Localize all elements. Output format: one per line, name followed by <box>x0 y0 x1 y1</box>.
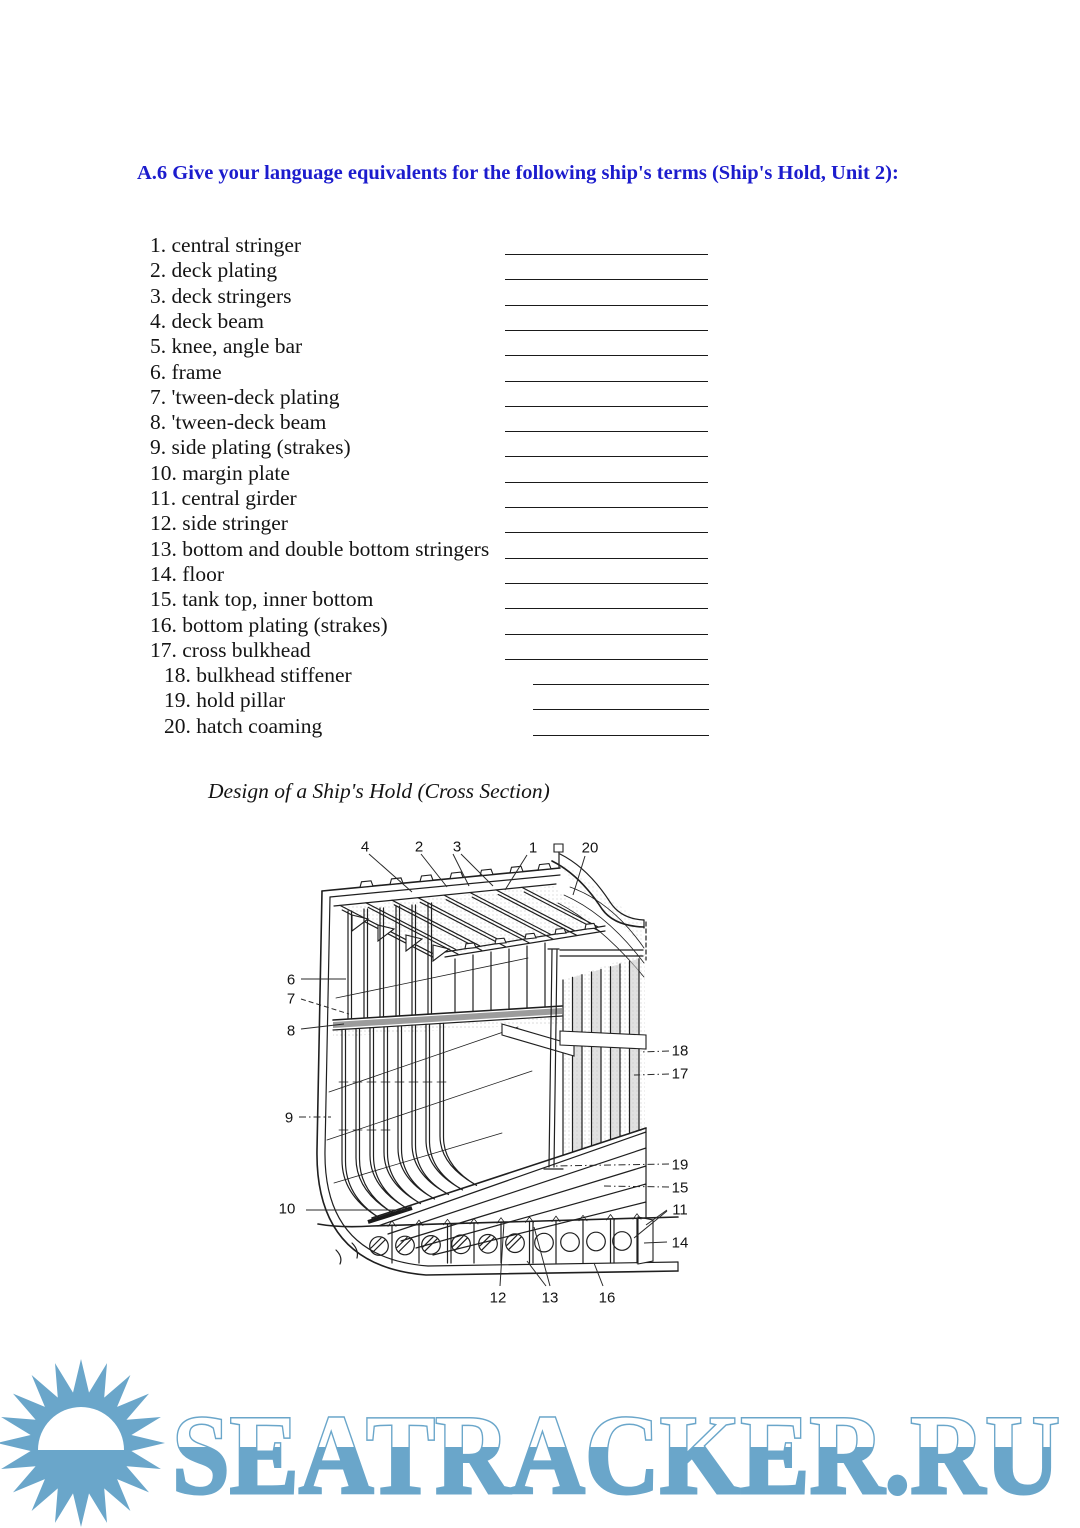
figure-label-8: 8 <box>286 1022 296 1040</box>
term-text: 16. bottom plating (strakes) <box>150 612 388 637</box>
figure-label-4: 4 <box>360 838 370 856</box>
term-text: 6. frame <box>150 359 222 384</box>
term-text: 7. 'tween-deck plating <box>150 384 340 409</box>
term-row <box>0 511 1080 536</box>
term-text: 3. deck stringers <box>150 283 292 308</box>
seatracker-sun-logo <box>0 1357 166 1527</box>
answer-blank <box>533 714 709 736</box>
answer-blank <box>505 233 708 255</box>
term-text: 15. tank top, inner bottom <box>150 587 374 612</box>
figure-label-3: 3 <box>452 838 462 856</box>
answer-blank <box>505 461 708 483</box>
term-text: 17. cross bulkhead <box>150 637 311 662</box>
answer-blank <box>505 435 708 457</box>
figure-label-11: 11 <box>672 1201 688 1219</box>
term-row <box>0 385 1080 410</box>
term-text: 9. side plating (strakes) <box>150 435 351 460</box>
term-row <box>0 613 1080 638</box>
figure-label-12: 12 <box>489 1289 507 1307</box>
term-row <box>0 714 1080 739</box>
answer-blank <box>533 663 709 685</box>
figure-label-9: 9 <box>284 1109 294 1127</box>
figure-leader-line <box>594 1263 603 1286</box>
answer-blank <box>533 688 709 710</box>
figure-label-20: 20 <box>581 839 599 857</box>
term-text: 10. margin plate <box>150 460 290 485</box>
term-text: 11. central girder <box>150 486 297 510</box>
figure-label-2: 2 <box>414 838 424 856</box>
term-row <box>0 410 1080 435</box>
term-row <box>0 537 1080 562</box>
answer-blank <box>505 385 708 407</box>
term-row <box>0 638 1080 663</box>
figure-label-7: 7 <box>286 990 296 1008</box>
answer-blank <box>505 360 708 382</box>
term-row <box>0 663 1080 688</box>
term-text: 18. bulkhead stiffener <box>164 663 352 688</box>
term-row <box>0 360 1080 385</box>
term-text: 14. floor <box>150 561 225 586</box>
figure-leader-line <box>453 854 469 886</box>
figure-label-10: 10 <box>278 1200 296 1218</box>
term-text: 5. knee, angle bar <box>150 334 303 359</box>
figure-label-1: 1 <box>528 839 538 857</box>
term-text: 1. central stringer <box>150 233 302 257</box>
seatracker-wordmark <box>170 1393 1065 1517</box>
term-row <box>0 562 1080 587</box>
figure-label-13: 13 <box>541 1289 559 1307</box>
ship-hold-diagram <box>260 830 720 1330</box>
answer-blank <box>505 638 708 660</box>
watermark-text: SEATRACKER.RU <box>172 1393 1060 1517</box>
term-row <box>0 233 1080 258</box>
term-text: 8. 'tween-deck beam <box>150 410 327 435</box>
figure-leader-line <box>554 1164 669 1166</box>
exercise-title: A.6 Give your language equivalents for the following ship's terms (Ship's Hold, Unit 2): <box>137 162 899 184</box>
figure-label-14: 14 <box>671 1234 689 1252</box>
figure-leader-line <box>301 999 349 1014</box>
answer-blank <box>505 562 708 584</box>
answer-blank <box>505 334 708 356</box>
term-text: 19. hold pillar <box>164 688 286 713</box>
term-row <box>0 334 1080 359</box>
term-text: 4. deck beam <box>150 308 265 333</box>
term-text: 13. bottom and double bottom stringers <box>150 536 490 561</box>
answer-blank <box>505 486 708 508</box>
term-row <box>0 486 1080 511</box>
term-text: 12. side stringer <box>150 511 288 536</box>
term-row <box>0 688 1080 713</box>
figure-label-17: 17 <box>671 1065 689 1083</box>
term-row <box>0 309 1080 334</box>
figure-label-16: 16 <box>598 1289 616 1307</box>
answer-blank <box>505 309 708 331</box>
term-row <box>0 461 1080 486</box>
figure-caption: Design of a Ship's Hold (Cross Section) <box>208 779 550 803</box>
answer-blank <box>505 613 708 635</box>
answer-blank <box>505 587 708 609</box>
answer-blank <box>505 410 708 432</box>
answer-blank <box>505 537 708 559</box>
figure-label-15: 15 <box>671 1179 689 1197</box>
answer-blank <box>505 284 708 306</box>
term-row <box>0 435 1080 460</box>
term-row <box>0 284 1080 309</box>
answer-blank <box>505 511 708 533</box>
figure-label-19: 19 <box>671 1156 689 1174</box>
figure-leader-line <box>534 1227 550 1286</box>
figure-leader-line <box>601 1186 669 1187</box>
figure-label-6: 6 <box>286 971 296 989</box>
term-row <box>0 258 1080 283</box>
figure-label-18: 18 <box>671 1042 689 1060</box>
term-text: 20. hatch coaming <box>164 713 323 738</box>
term-row <box>0 587 1080 612</box>
term-text: 2. deck plating <box>150 258 278 283</box>
figure-leader-line <box>641 1051 669 1052</box>
answer-blank <box>505 258 708 280</box>
figure-leader-line <box>421 854 447 887</box>
